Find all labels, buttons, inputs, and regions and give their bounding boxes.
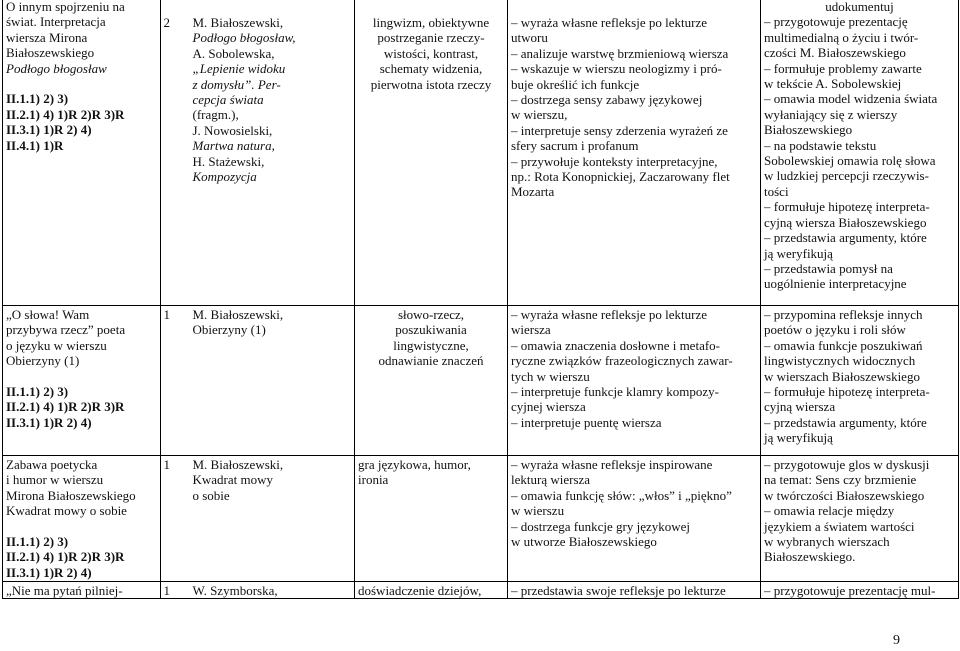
requirement-item: – wyraża własne refleksje po lekturze xyxy=(511,15,757,30)
requirement-item: – formułuje hipotezę interpreta- xyxy=(764,384,955,399)
code-line: II.2.1) 4) 1)R 2)R 3)R xyxy=(6,399,125,415)
requirement-item: w wierszu xyxy=(511,503,565,519)
concept-line: ironia xyxy=(358,472,389,488)
text-line: M. Białoszewski, xyxy=(192,15,284,30)
text-line: W. Szymborska, xyxy=(192,583,278,598)
table-row xyxy=(3,456,959,582)
concept-line: gra językowa, humor, xyxy=(358,457,471,472)
requirement-item: – analizuje warstwę brzmieniową wiersza xyxy=(511,46,757,61)
requirement-item: – interpretuje puentę wiersza xyxy=(511,415,757,430)
concepts-cell xyxy=(355,306,508,456)
code-line: II.1.1) 2) 3) xyxy=(6,384,69,400)
code-line: II.2.1) 4) 1)R 2)R 3)R xyxy=(6,549,125,565)
requirement-item: poetów o języku i roli słów xyxy=(764,322,906,338)
extended-requirements-cell xyxy=(761,306,959,456)
topic-cell xyxy=(3,0,161,306)
requirement-item: w ludzkiej percepcji rzeczywis- xyxy=(764,168,929,184)
basic-requirements-cell xyxy=(508,456,761,582)
topic-line: świat. Interpretacja xyxy=(6,14,106,30)
requirement-item: Białoszewskiego. xyxy=(764,549,856,565)
texts-cell xyxy=(173,456,355,582)
table-row xyxy=(3,306,959,456)
requirement-item: – omawia znaczenia dosłowne i metafo- xyxy=(511,338,757,353)
requirement-item: – przygotowuje prezentację xyxy=(764,14,955,29)
concept-line: słowo-rzecz, xyxy=(397,307,465,322)
texts-cell xyxy=(173,0,355,306)
requirement-item: ją weryfikują xyxy=(764,430,833,446)
requirement-item: – przedstawia argumenty, które xyxy=(764,230,955,245)
requirement-item: – dostrzega sensy zabawy językowej xyxy=(511,92,757,107)
requirement-item: na temat: Sens czy brzmienie xyxy=(764,472,917,488)
requirement-item: – przypomina refleksje innych xyxy=(764,307,955,322)
concept-line: odnawianie znaczeń xyxy=(378,353,484,369)
requirement-item: – interpretuje sensy zderzenia wyrażeń ze xyxy=(511,123,757,138)
requirement-item: – wskazuje w wierszu neologizmy i pró- xyxy=(511,61,757,76)
requirement-item: w wierszach Białoszewskiego xyxy=(764,368,920,384)
requirement-item: buje określić ich funkcje xyxy=(511,76,640,92)
requirement-item: cyjną wiersza Białoszewskiego xyxy=(764,214,927,230)
text-line: M. Białoszewski, xyxy=(192,457,284,472)
requirement-item: – formułuje hipotezę interpreta- xyxy=(764,199,955,214)
table-row xyxy=(3,0,959,306)
hours-value: 1 xyxy=(163,457,170,472)
hours-cell xyxy=(161,306,173,456)
requirement-item: lekturą wiersza xyxy=(511,472,591,488)
requirement-item: cyjną wiersza xyxy=(764,399,836,415)
extended-requirements-cell xyxy=(761,582,959,599)
text-line: H. Stażewski, xyxy=(192,153,265,169)
requirement-item: w utworze Białoszewskiego xyxy=(511,534,657,550)
concept-line: poszukiwania xyxy=(395,322,467,338)
concept-line: wistości, kontrast, xyxy=(383,45,479,61)
topic-line: o języku w wierszu xyxy=(6,337,107,353)
code-line: II.3.1) 1)R 2) 4) xyxy=(6,122,92,138)
texts-cell xyxy=(173,582,355,599)
text-line: Kwadrat mowy xyxy=(192,472,274,488)
requirement-item: lingwistycznych widocznych xyxy=(764,353,916,369)
text-line: J. Nowosielski, xyxy=(192,122,273,138)
requirement-item: – interpretuje funkcje klamry kompozy- xyxy=(511,384,757,399)
texts-cell xyxy=(173,306,355,456)
text-line: Martwa natura, xyxy=(192,138,275,154)
page-number: 9 xyxy=(893,633,900,648)
requirement-item: multimedialną o życiu i twór- xyxy=(764,29,919,45)
requirement-item: – przygotowuje prezentację mul- xyxy=(764,583,955,598)
code-line: II.1.1) 2) 3) xyxy=(6,91,69,107)
requirement-item: wiersza xyxy=(511,322,551,338)
requirement-item: ryczne związków frazeologicznych zawar- xyxy=(511,353,733,369)
requirement-item: w tekście A. Sobolewskiej xyxy=(764,76,902,92)
text-line: „Lepienie widoku xyxy=(192,61,286,77)
requirement-item: – omawia funkcję słów: „włos” i „piękno” xyxy=(511,488,757,503)
concept-line: doświadczenie dziejów, xyxy=(358,583,482,598)
requirement-item: cyjnej wiersza xyxy=(511,399,586,415)
requirement-item: udokumentuj xyxy=(825,0,894,14)
code-line: II.4.1) 1)R xyxy=(6,137,64,153)
topic-line: Białoszewskiego xyxy=(6,45,95,61)
requirement-item: wyłaniający się z wierszy xyxy=(764,106,898,122)
requirement-item: – przedstawia pomysł na xyxy=(764,261,955,276)
basic-requirements-cell xyxy=(508,582,761,599)
requirement-item: w wybranych wierszach xyxy=(764,534,890,550)
requirement-item: w twórczości Białoszewskiego xyxy=(764,487,925,503)
concept-line: lingwistyczne, xyxy=(393,337,469,353)
topic-line: Mirona Białoszewskiego xyxy=(6,487,136,503)
concept-line: pierwotna istota rzeczy xyxy=(370,76,492,92)
basic-requirements-cell xyxy=(508,306,761,456)
requirement-item: – dostrzega funkcje gry językowej xyxy=(511,519,757,534)
topic-cell xyxy=(3,582,161,599)
requirement-item: – omawia model widzenia świata xyxy=(764,91,955,106)
text-line: o sobie xyxy=(192,487,230,503)
requirement-item: – formułuje problemy zawarte xyxy=(764,61,955,76)
code-line: II.3.1) 1)R 2) 4) xyxy=(6,414,92,430)
table-row xyxy=(3,582,959,599)
hours-cell xyxy=(161,0,173,306)
concepts-cell xyxy=(355,582,508,599)
topic-line: i humor w wierszu xyxy=(6,472,104,488)
requirement-item: – przywołuje konteksty interpretacyjne, xyxy=(511,154,757,169)
text-line: z domysłu”. Per- xyxy=(192,76,281,92)
text-line: Kompozycja xyxy=(192,169,257,185)
code-line: II.1.1) 2) 3) xyxy=(6,534,69,550)
topic-line: Zabawa poetycka xyxy=(6,457,98,472)
extended-requirements-cell xyxy=(761,0,959,306)
requirement-item: sfery sacrum i profanum xyxy=(511,138,639,154)
requirement-item: tości xyxy=(764,183,789,199)
topic-line: przybywa rzecz” poeta xyxy=(6,322,126,338)
text-line: Podłogo błogosław, xyxy=(192,30,296,46)
requirement-item: Białoszewskiego xyxy=(764,122,853,138)
hours-value: 2 xyxy=(163,15,170,30)
concepts-cell xyxy=(355,456,508,582)
code-line: II.3.1) 1)R 2) 4) xyxy=(6,564,92,580)
requirement-item: – przedstawia argumenty, które xyxy=(764,415,955,430)
requirement-item: utworu xyxy=(511,30,548,46)
requirement-item: – wyraża własne refleksje inspirowane xyxy=(511,457,757,472)
text-line: (fragm.), xyxy=(192,107,239,123)
code-line: II.2.1) 4) 1)R 2)R 3)R xyxy=(6,106,125,122)
concept-line: postrzeganie rzeczy- xyxy=(377,30,485,46)
topic-line: „Nie ma pytań pilniej- xyxy=(6,583,123,598)
requirement-item: – omawia funkcje poszukiwań xyxy=(764,338,955,353)
requirement-item: – omawia relacje między xyxy=(764,503,955,518)
topic-line: Podłogo błogosław xyxy=(6,60,107,76)
concepts-cell xyxy=(355,0,508,306)
requirement-item: – przygotowuje glos w dyskusji xyxy=(764,457,955,472)
requirement-item: językiem a światem wartości xyxy=(764,518,915,534)
hours-cell xyxy=(161,582,173,599)
text-line: Obierzyny (1) xyxy=(192,322,266,338)
requirement-item: czości M. Białoszewskiego xyxy=(764,45,906,61)
requirement-item: tych w wierszu xyxy=(511,368,590,384)
basic-requirements-cell xyxy=(508,0,761,306)
topic-line: Obierzyny (1) xyxy=(6,353,80,369)
requirement-item: np.: Rota Konopnickiej, Zaczarowany flet xyxy=(511,169,730,185)
requirement-item: Sobolewskiej omawia rolę słowa xyxy=(764,153,936,169)
concept-line: schematy widzenia, xyxy=(379,61,483,77)
curriculum-table xyxy=(2,0,959,599)
concept-line: lingwizm, obiektywne xyxy=(372,15,490,30)
text-line: M. Białoszewski, xyxy=(192,307,284,322)
requirement-item: – przedstawia swoje refleksje po lekturze xyxy=(511,583,757,598)
topic-line: wiersza Mirona xyxy=(6,29,88,45)
requirement-item: – wyraża własne refleksje po lekturze xyxy=(511,307,757,322)
hours-value: 1 xyxy=(163,307,170,322)
text-line: cepcja świata xyxy=(192,92,264,108)
requirement-item: – na podstawie tekstu xyxy=(764,138,955,153)
topic-line: „O słowa! Wam xyxy=(6,307,90,322)
requirement-item: w wierszu, xyxy=(511,107,568,123)
hours-value: 1 xyxy=(163,583,170,598)
requirement-item: uogólnienie interpretacyjne xyxy=(764,276,907,292)
topic-line: O innym spojrzeniu na xyxy=(6,0,125,14)
requirement-item: Mozarta xyxy=(511,184,555,200)
topic-cell xyxy=(3,456,161,582)
hours-cell xyxy=(161,456,173,582)
topic-line: Kwadrat mowy o sobie xyxy=(6,503,127,519)
topic-cell xyxy=(3,306,161,456)
extended-requirements-cell xyxy=(761,456,959,582)
text-line: A. Sobolewska, xyxy=(192,45,275,61)
requirement-item: ją weryfikują xyxy=(764,245,833,261)
